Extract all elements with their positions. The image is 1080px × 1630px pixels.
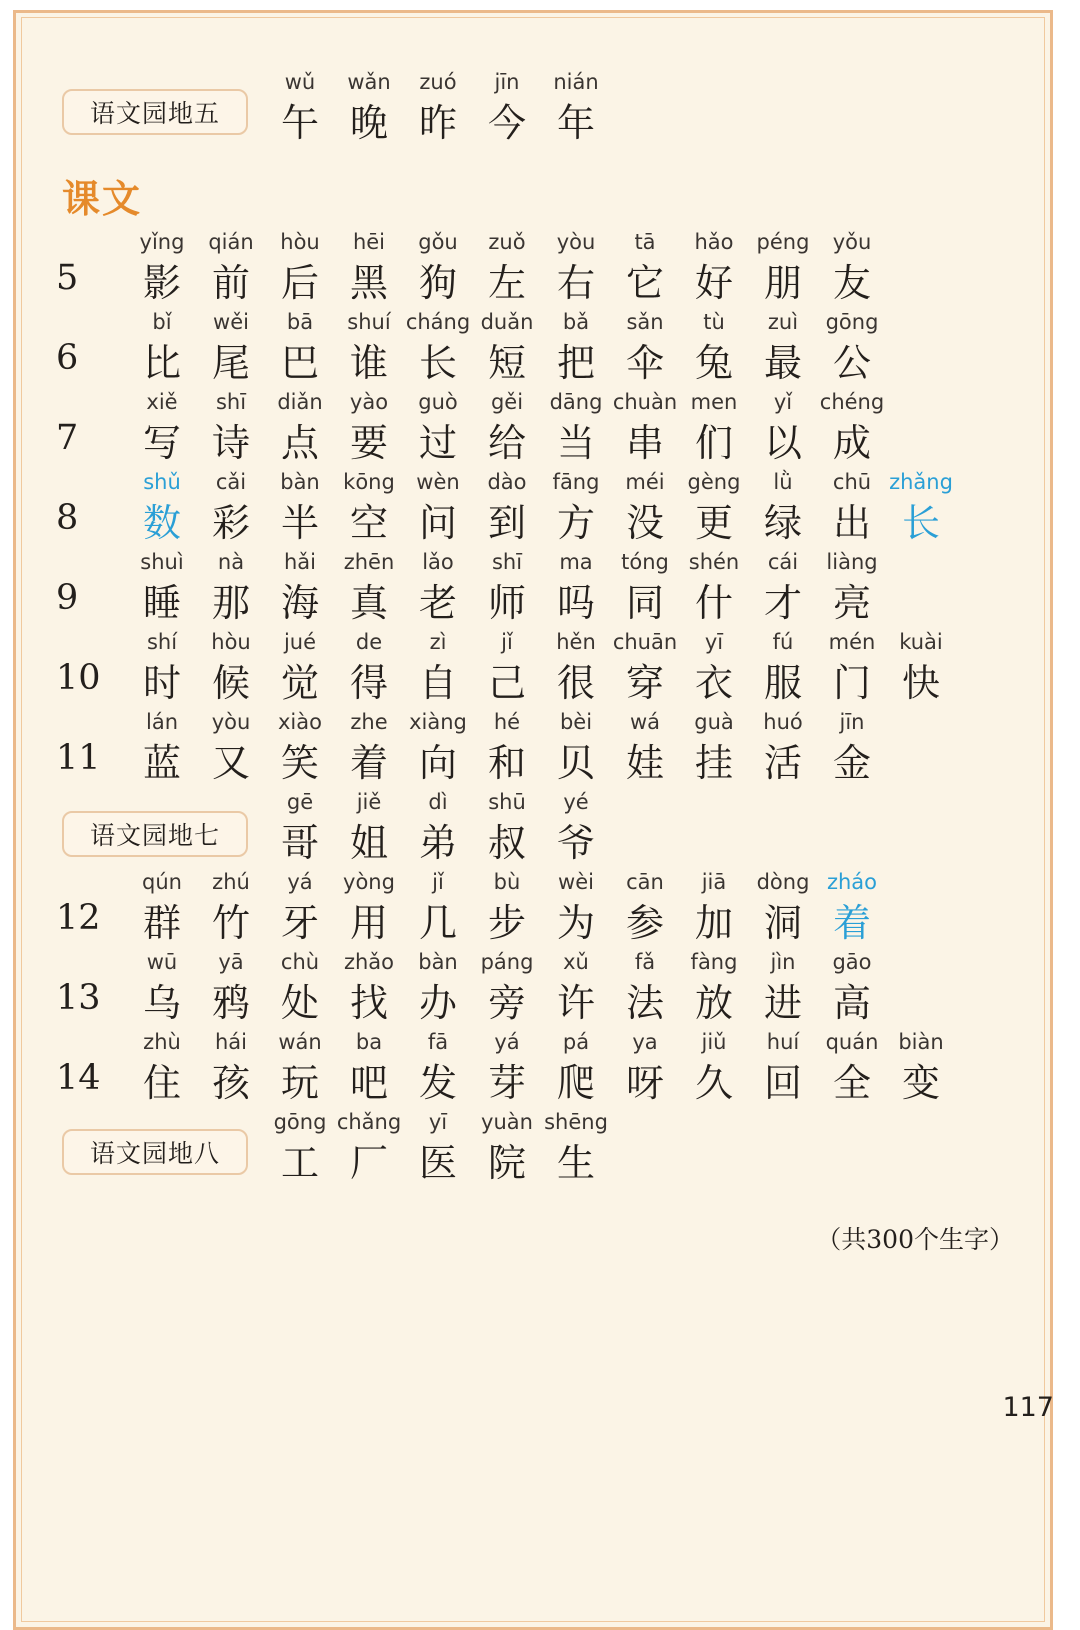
pinyin: fú: [772, 630, 794, 654]
pinyin: zhe: [350, 710, 388, 734]
pinyin: cái: [767, 550, 799, 574]
pinyin: lǎo: [422, 550, 454, 574]
unit-label-garden-5: 语文园地五: [62, 89, 248, 135]
pinyin: shuí: [347, 310, 391, 334]
pinyin: xiàng: [409, 710, 467, 734]
hanzi: 笑: [280, 741, 319, 785]
hanzi: 发: [418, 1061, 457, 1105]
hanzi: 竹: [211, 901, 250, 945]
character-row: [0, 790, 1080, 870]
pinyin: kuài: [899, 630, 943, 654]
pinyin: nà: [217, 550, 245, 574]
hanzi: 年: [556, 101, 595, 145]
hanzi: 找: [349, 981, 388, 1025]
lesson-number: 13: [56, 978, 101, 1018]
hanzi: 法: [625, 981, 664, 1025]
pinyin: wū: [146, 950, 178, 974]
hanzi: 金: [832, 741, 871, 785]
pinyin: yào: [349, 390, 389, 414]
hanzi: 出: [832, 501, 871, 545]
pinyin: hǎi: [283, 550, 316, 574]
character-row: [0, 390, 1080, 470]
pinyin: biàn: [898, 1030, 944, 1054]
character-cell: [807, 710, 897, 790]
character-cell: [807, 310, 897, 390]
hanzi: 生: [556, 1141, 595, 1185]
pinyin: wèn: [416, 470, 460, 494]
section-title: 课文: [62, 176, 143, 221]
character-cell: [531, 70, 621, 150]
hanzi: 更: [694, 501, 733, 545]
pinyin: bàn: [418, 950, 458, 974]
pinyin: shū: [488, 790, 526, 814]
character-cell: [807, 230, 897, 310]
pinyin: méi: [625, 470, 665, 494]
hanzi: 老: [418, 581, 457, 625]
pinyin: xǔ: [563, 950, 589, 974]
hanzi: 洞: [763, 901, 802, 945]
hanzi: 到: [487, 501, 526, 545]
hanzi: 点: [280, 421, 319, 465]
pinyin: gōng: [825, 310, 879, 334]
hanzi: 右: [556, 261, 595, 305]
pinyin: yé: [563, 790, 589, 814]
hanzi: 以: [763, 421, 802, 465]
hanzi: 兔: [694, 341, 733, 385]
lesson-number: 14: [56, 1058, 101, 1098]
pinyin: yá: [494, 1030, 520, 1054]
hanzi: 活: [763, 741, 802, 785]
pinyin: quán: [825, 1030, 879, 1054]
hanzi: 黑: [349, 261, 388, 305]
pinyin: gāo: [832, 950, 872, 974]
unit-label-garden-8: 语文园地八: [62, 1129, 248, 1175]
pinyin: yī: [428, 1110, 448, 1134]
hanzi: 串: [625, 421, 664, 465]
pinyin: wǔ: [284, 70, 316, 94]
character-cell: [876, 630, 966, 710]
hanzi: 短: [487, 341, 526, 385]
hanzi: 处: [280, 981, 319, 1025]
hanzi: 绿: [763, 501, 802, 545]
hanzi: 觉: [280, 661, 319, 705]
hanzi: 影: [142, 261, 181, 305]
hanzi: 全: [832, 1061, 871, 1105]
hanzi: 快: [901, 661, 940, 705]
pinyin: zhǎo: [343, 950, 395, 974]
pinyin: hái: [214, 1030, 247, 1054]
pinyin: xiào: [278, 710, 322, 734]
hanzi: 吧: [349, 1061, 388, 1105]
hanzi: 门: [832, 661, 871, 705]
hanzi: 蓝: [142, 741, 181, 785]
hanzi: 变: [901, 1061, 940, 1105]
pinyin: jué: [283, 630, 317, 654]
hanzi: 好: [694, 261, 733, 305]
pinyin: yuàn: [481, 1110, 533, 1134]
hanzi: 进: [763, 981, 802, 1025]
pinyin: diǎn: [277, 390, 323, 414]
pinyin: bàn: [280, 470, 320, 494]
character-cell: [531, 1110, 621, 1190]
pinyin: zhú: [212, 870, 250, 894]
pinyin: chū: [832, 470, 872, 494]
hanzi: 加: [694, 901, 733, 945]
character-row: [0, 1110, 1080, 1190]
hanzi: 和: [487, 741, 526, 785]
hanzi: 昨: [418, 101, 457, 145]
pinyin: fàng: [690, 950, 738, 974]
hanzi: 己: [487, 661, 526, 705]
character-count-note: （共300个生字）: [816, 1225, 1014, 1254]
pinyin: mén: [828, 630, 876, 654]
hanzi: 要: [349, 421, 388, 465]
pinyin: yī: [704, 630, 724, 654]
pinyin: sǎn: [626, 310, 664, 334]
hanzi: 诗: [211, 421, 250, 465]
hanzi: 问: [418, 501, 457, 545]
hanzi: 吗: [556, 581, 595, 625]
page-number: 117: [1002, 1392, 1054, 1423]
hanzi: 同: [625, 581, 664, 625]
pinyin: ba: [355, 1030, 383, 1054]
hanzi: 晚: [349, 101, 388, 145]
lesson-number: 11: [56, 738, 101, 778]
hanzi: 们: [694, 421, 733, 465]
hanzi: 哥: [280, 821, 319, 865]
hanzi: 巴: [280, 341, 319, 385]
pinyin: dào: [487, 470, 527, 494]
pinyin: yòng: [343, 870, 395, 894]
hanzi: 高: [832, 981, 871, 1025]
hanzi: 牙: [280, 901, 319, 945]
pinyin: wèi: [558, 870, 594, 894]
hanzi: 姐: [349, 821, 388, 865]
hanzi: 服: [763, 661, 802, 705]
hanzi: 海: [280, 581, 319, 625]
pinyin: zhǎng: [889, 470, 953, 494]
hanzi: 几: [418, 901, 457, 945]
pinyin: dì: [428, 790, 448, 814]
pinyin: ma: [559, 550, 593, 574]
pinyin: huí: [766, 1030, 800, 1054]
pinyin: lǜ: [773, 470, 793, 494]
pinyin: guà: [694, 710, 734, 734]
character-row: [0, 310, 1080, 390]
pinyin: zháo: [826, 870, 878, 894]
character-row: [0, 230, 1080, 310]
pinyin: chuàn: [612, 390, 678, 414]
hanzi: 尾: [211, 341, 250, 385]
character-row: [0, 950, 1080, 1030]
pinyin: chǎng: [336, 1110, 402, 1134]
hanzi: 空: [349, 501, 388, 545]
hanzi: 挂: [694, 741, 733, 785]
hanzi: 什: [694, 581, 733, 625]
hanzi: 医: [418, 1141, 457, 1185]
pinyin: zuì: [767, 310, 799, 334]
lesson-number: 7: [56, 418, 79, 458]
hanzi: 得: [349, 661, 388, 705]
hanzi: 谁: [349, 341, 388, 385]
pinyin: liàng: [826, 550, 878, 574]
pinyin: dāng: [549, 390, 603, 414]
hanzi: 给: [487, 421, 526, 465]
hanzi: 自: [418, 661, 457, 705]
hanzi: 着: [349, 741, 388, 785]
pinyin: nián: [553, 70, 599, 94]
hanzi: 用: [349, 901, 388, 945]
pinyin: kōng: [343, 470, 395, 494]
pinyin: fāng: [552, 470, 600, 494]
hanzi: 住: [142, 1061, 181, 1105]
pinyin: hěn: [556, 630, 596, 654]
pinyin: yǒu: [832, 230, 872, 254]
pinyin: guò: [418, 390, 458, 414]
pinyin: wán: [278, 1030, 322, 1054]
hanzi: 久: [694, 1061, 733, 1105]
hanzi: 爷: [556, 821, 595, 865]
lesson-number: 5: [56, 258, 79, 298]
hanzi: 办: [418, 981, 457, 1025]
pinyin: gǒu: [418, 230, 458, 254]
pinyin: dòng: [756, 870, 810, 894]
hanzi: 群: [142, 901, 181, 945]
pinyin: hòu: [211, 630, 251, 654]
hanzi: 公: [832, 341, 871, 385]
character-row: [0, 630, 1080, 710]
hanzi: 当: [556, 421, 595, 465]
pinyin: shuì: [140, 550, 184, 574]
hanzi: 朋: [763, 261, 802, 305]
hanzi: 午: [280, 101, 319, 145]
hanzi: 它: [625, 261, 664, 305]
character-row: [0, 550, 1080, 630]
hanzi: 伞: [625, 341, 664, 385]
hanzi: 工: [280, 1141, 319, 1185]
hanzi: 步: [487, 901, 526, 945]
pinyin: péng: [756, 230, 810, 254]
pinyin: tù: [703, 310, 725, 334]
pinyin: jīn: [839, 710, 865, 734]
hanzi: 弟: [418, 821, 457, 865]
hanzi: 院: [487, 1141, 526, 1185]
pinyin: hēi: [352, 230, 386, 254]
pinyin: jiā: [701, 870, 727, 894]
hanzi: 许: [556, 981, 595, 1025]
pinyin: jīn: [494, 70, 520, 94]
hanzi: 数: [142, 501, 181, 545]
pinyin: yā: [218, 950, 244, 974]
pinyin: wá: [629, 710, 661, 734]
hanzi: 放: [694, 981, 733, 1025]
hanzi: 真: [349, 581, 388, 625]
pinyin: zì: [429, 630, 447, 654]
hanzi: 参: [625, 901, 664, 945]
pinyin: gē: [286, 790, 314, 814]
pinyin: jiě: [356, 790, 382, 814]
hanzi: 后: [280, 261, 319, 305]
hanzi: 写: [142, 421, 181, 465]
pinyin: fā: [427, 1030, 449, 1054]
pinyin: hé: [493, 710, 521, 734]
pinyin: hòu: [280, 230, 320, 254]
pinyin: gèng: [687, 470, 741, 494]
pinyin: chù: [280, 950, 320, 974]
pinyin: yá: [287, 870, 313, 894]
character-cell: [807, 390, 897, 470]
hanzi: 叔: [487, 821, 526, 865]
pinyin: zhù: [143, 1030, 181, 1054]
hanzi: 方: [556, 501, 595, 545]
pinyin: lán: [145, 710, 178, 734]
pinyin: bǎ: [562, 310, 590, 334]
lesson-number: 9: [56, 578, 79, 618]
pinyin: chuān: [612, 630, 678, 654]
hanzi: 时: [142, 661, 181, 705]
character-cell: [876, 470, 966, 550]
hanzi: 厂: [349, 1141, 388, 1185]
pinyin: yòu: [211, 710, 251, 734]
hanzi: 才: [763, 581, 802, 625]
pinyin: jǐ: [432, 870, 444, 894]
lesson-number: 10: [56, 658, 101, 698]
pinyin: wǎn: [347, 70, 391, 94]
hanzi: 成: [832, 421, 871, 465]
character-row: [0, 870, 1080, 950]
pinyin: xiě: [146, 390, 178, 414]
pinyin: huó: [763, 710, 803, 734]
character-row: [0, 70, 1080, 150]
hanzi: 玩: [280, 1061, 319, 1105]
pinyin: yǐng: [139, 230, 185, 254]
pinyin: jìn: [770, 950, 796, 974]
hanzi: 左: [487, 261, 526, 305]
hanzi: 芽: [487, 1061, 526, 1105]
pinyin: gěi: [490, 390, 524, 414]
pinyin: de: [355, 630, 383, 654]
hanzi: 没: [625, 501, 664, 545]
pinyin: gōng: [273, 1110, 327, 1134]
hanzi: 鸦: [211, 981, 250, 1025]
hanzi: 今: [487, 101, 526, 145]
pinyin: ya: [632, 1030, 658, 1054]
hanzi: 狗: [418, 261, 457, 305]
pinyin: pá: [562, 1030, 590, 1054]
hanzi: 最: [763, 341, 802, 385]
hanzi: 穿: [625, 661, 664, 705]
pinyin: bèi: [559, 710, 593, 734]
pinyin: tā: [634, 230, 656, 254]
hanzi: 那: [211, 581, 250, 625]
hanzi: 很: [556, 661, 595, 705]
pinyin: shī: [215, 390, 247, 414]
hanzi: 睡: [142, 581, 181, 625]
hanzi: 比: [142, 341, 181, 385]
pinyin: zhēn: [343, 550, 395, 574]
hanzi: 长: [901, 501, 940, 545]
lesson-number: 12: [56, 898, 101, 938]
lesson-number: 6: [56, 338, 79, 378]
hanzi: 着: [832, 901, 871, 945]
hanzi: 贝: [556, 741, 595, 785]
hanzi: 又: [211, 741, 250, 785]
hanzi: 乌: [142, 981, 181, 1025]
pinyin: chéng: [819, 390, 885, 414]
hanzi: 爬: [556, 1061, 595, 1105]
pinyin: jiǔ: [701, 1030, 727, 1054]
hanzi: 把: [556, 341, 595, 385]
hanzi: 师: [487, 581, 526, 625]
hanzi: 向: [418, 741, 457, 785]
pinyin: fǎ: [634, 950, 656, 974]
hanzi: 呀: [625, 1061, 664, 1105]
character-cell: [807, 950, 897, 1030]
character-cell: [807, 870, 897, 950]
pinyin: qián: [208, 230, 254, 254]
hanzi: 半: [280, 501, 319, 545]
character-row: [0, 710, 1080, 790]
hanzi: 候: [211, 661, 250, 705]
pinyin: men: [690, 390, 738, 414]
character-row: [0, 470, 1080, 550]
pinyin: duǎn: [480, 310, 534, 334]
hanzi: 彩: [211, 501, 250, 545]
pinyin: yǐ: [773, 390, 793, 414]
hanzi: 孩: [211, 1061, 250, 1105]
pinyin: cháng: [405, 310, 471, 334]
lesson-number: 8: [56, 498, 79, 538]
pinyin: shǔ: [143, 470, 181, 494]
hanzi: 为: [556, 901, 595, 945]
hanzi: 亮: [832, 581, 871, 625]
pinyin: cǎi: [215, 470, 247, 494]
hanzi: 回: [763, 1061, 802, 1105]
hanzi: 衣: [694, 661, 733, 705]
pinyin: yòu: [556, 230, 596, 254]
pinyin: hǎo: [694, 230, 734, 254]
unit-label-garden-7: 语文园地七: [62, 811, 248, 857]
character-cell: [876, 1030, 966, 1110]
hanzi: 娃: [625, 741, 664, 785]
pinyin: páng: [480, 950, 534, 974]
pinyin: shén: [688, 550, 740, 574]
hanzi: 过: [418, 421, 457, 465]
pinyin: zuó: [419, 70, 457, 94]
hanzi: 长: [418, 341, 457, 385]
hanzi: 旁: [487, 981, 526, 1025]
pinyin: qún: [142, 870, 182, 894]
pinyin: bǐ: [152, 310, 172, 334]
pinyin: bù: [493, 870, 521, 894]
pinyin: tóng: [621, 550, 669, 574]
pinyin: shēng: [544, 1110, 608, 1134]
pinyin: shí: [146, 630, 178, 654]
pinyin: zuǒ: [488, 230, 526, 254]
pinyin: bā: [286, 310, 314, 334]
pinyin: cān: [626, 870, 664, 894]
pinyin: jǐ: [501, 630, 513, 654]
hanzi: 前: [211, 261, 250, 305]
hanzi: 友: [832, 261, 871, 305]
pinyin: wěi: [213, 310, 249, 334]
character-cell: [531, 790, 621, 870]
character-cell: [807, 550, 897, 630]
pinyin: shī: [491, 550, 523, 574]
character-row: [0, 1030, 1080, 1110]
